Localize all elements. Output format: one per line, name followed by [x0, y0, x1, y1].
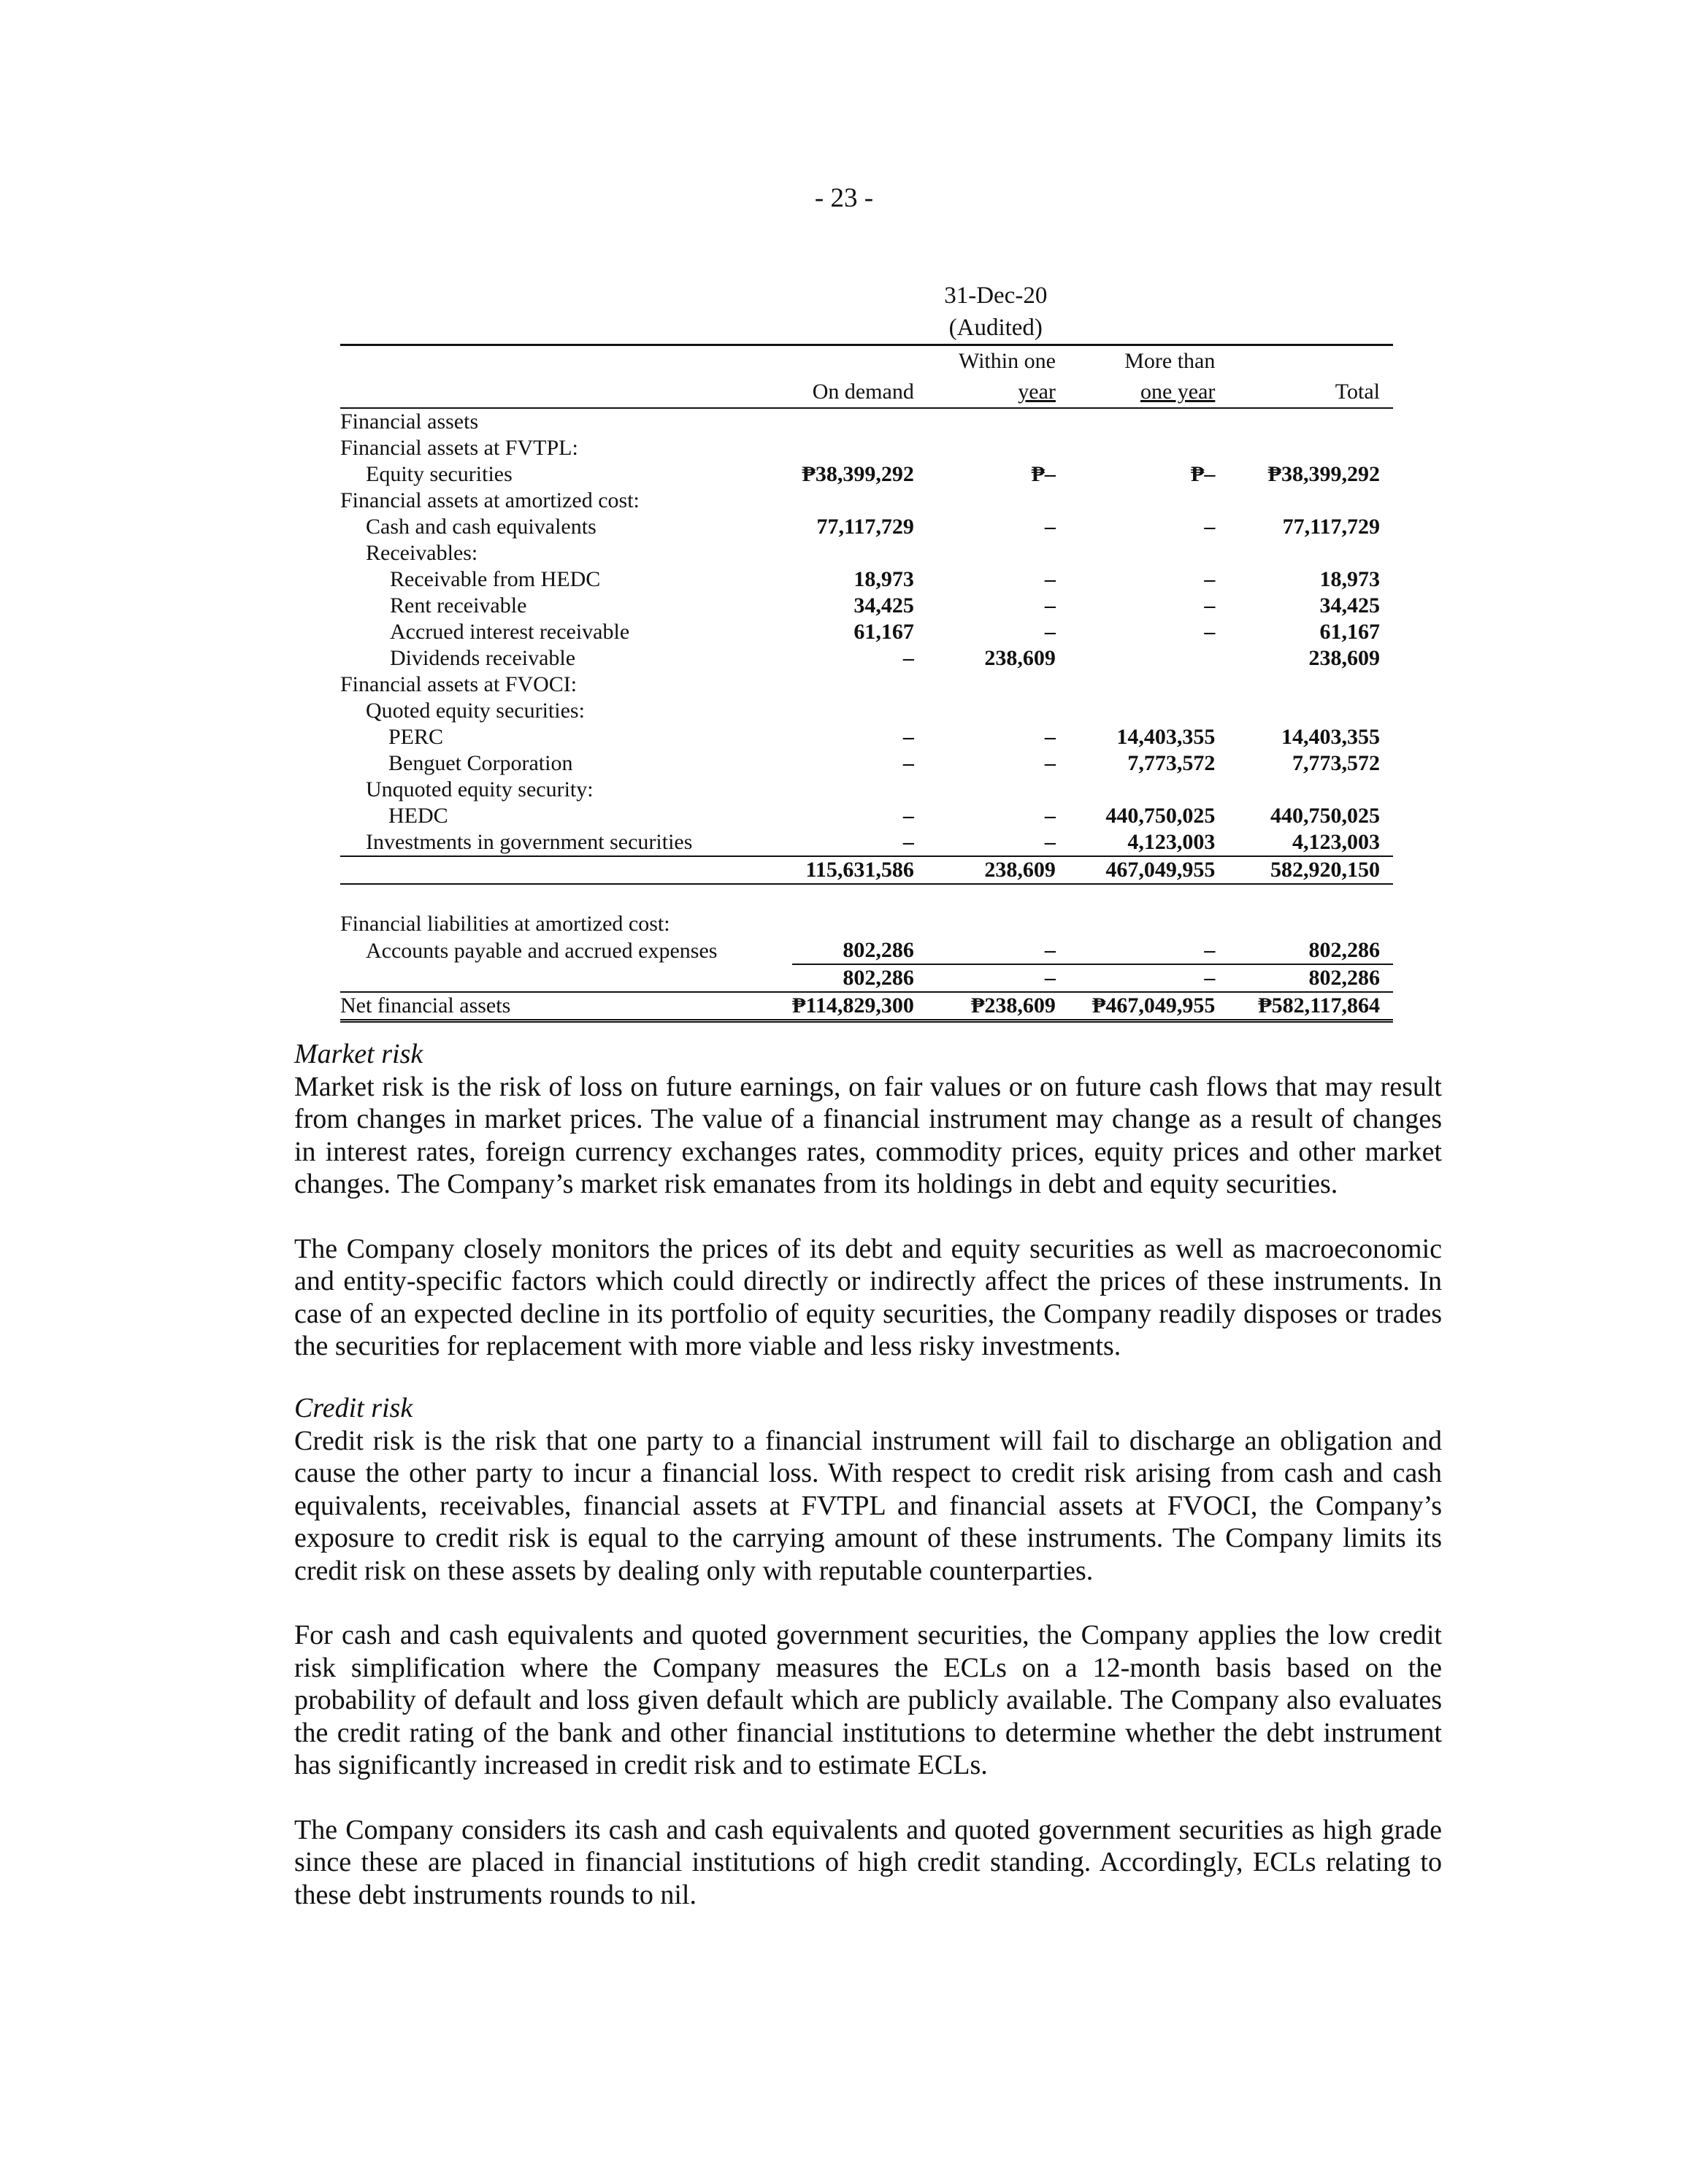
header-more-line2: one year — [1140, 380, 1216, 404]
cell-within: – — [1044, 620, 1056, 644]
cell-within: – — [1044, 938, 1056, 962]
cell-on-demand: 61,167 — [853, 620, 914, 644]
cell-more: – — [1204, 515, 1216, 539]
table-row — [340, 803, 1393, 829]
row-label: Receivable from HEDC — [390, 567, 601, 591]
financial-instruments-table — [340, 280, 1393, 1023]
table-row — [340, 777, 1393, 803]
cell-within: – — [1044, 567, 1056, 591]
table-audited-status: (Audited) — [948, 315, 1043, 341]
cell-on-demand: – — [902, 804, 914, 828]
table-row — [340, 408, 1393, 435]
section-label: Financial assets — [340, 410, 479, 434]
cell-more: 467,049,955 — [1069, 856, 1228, 884]
table-row — [340, 911, 1393, 937]
cell-total: 77,117,729 — [1282, 515, 1380, 539]
row-label: Investments in government securities — [366, 830, 693, 854]
cell-within: 238,609 — [927, 856, 1069, 884]
assets-total-row — [340, 856, 1393, 884]
cell-total: 582,920,150 — [1228, 856, 1393, 884]
cell-within: – — [1044, 593, 1056, 618]
cell-within: – — [1044, 515, 1056, 539]
table-row — [340, 593, 1393, 619]
table-row — [340, 645, 1393, 672]
cell-within: – — [1044, 751, 1056, 775]
cell-total: ₱582,117,864 — [1228, 992, 1393, 1021]
cell-on-demand: – — [902, 830, 914, 854]
page-number: - 23 - — [814, 183, 874, 213]
table-row — [340, 435, 1393, 461]
cell-on-demand: – — [902, 646, 914, 670]
credit-risk-paragraph-2: For cash and cash equivalents and quoted government securities, the Company applies the low credit risk simplification where the Company measures the ECLs on a 12-month basis based on the probability of default and loss given default which are publicly available. The Company also evaluates the credit rating of the bank and other financial institutions to determine whether the debt instrument has significantly increased in credit risk and to estimate ECLs. — [294, 1620, 1442, 1780]
cell-within: ₱238,609 — [927, 992, 1069, 1021]
row-label: PERC — [388, 725, 444, 749]
table-row — [340, 750, 1393, 777]
header-within-line2: year — [1018, 380, 1056, 404]
cell-more: ₱467,049,955 — [1069, 992, 1228, 1021]
row-label: Rent receivable — [390, 593, 527, 618]
cell-total: 440,750,025 — [1270, 804, 1380, 828]
section-label: Financial assets at FVOCI: — [340, 672, 578, 696]
credit-risk-paragraph-3: The Company considers its cash and cash equivalents and quoted government securities as high grade since these are placed in financial institutions of high credit standing. Accordingly, ECLs relating to these debt instruments rounds to nil. — [294, 1814, 1442, 1910]
section-label: Financial assets at amortized cost: — [340, 488, 640, 512]
row-label: HEDC — [388, 804, 448, 828]
header-row-1 — [340, 345, 1393, 377]
cell-total: 7,773,572 — [1292, 751, 1380, 775]
cell-on-demand: 34,425 — [853, 593, 914, 618]
cell-more — [1069, 645, 1228, 672]
cell-more: – — [1204, 620, 1216, 644]
cell-within: – — [1044, 804, 1056, 828]
date-row — [340, 280, 1393, 344]
cell-on-demand: ₱114,829,300 — [792, 992, 927, 1021]
cell-more: – — [1069, 964, 1228, 992]
table-row — [340, 829, 1393, 856]
market-risk-paragraph-2: The Company closely monitors the prices of its debt and equity securities as well as macroeconomic and entity-specific factors which could directly or indirectly affect the prices of these instruments. In case of an expected decline in its portfolio of equity securities, the Company readily disposes or trades the securities for replacement with more viable and less risky investments. — [294, 1233, 1442, 1361]
cell-total: 18,973 — [1319, 567, 1380, 591]
net-financial-assets-row — [340, 992, 1393, 1021]
cell-on-demand: – — [902, 725, 914, 749]
cell-within: – — [1044, 725, 1056, 749]
cell-more: 14,403,355 — [1116, 725, 1216, 749]
table-row — [340, 566, 1393, 593]
section-label: Receivables: — [366, 541, 478, 565]
table-row — [340, 672, 1393, 698]
cell-total: ₱38,399,292 — [1267, 462, 1380, 486]
cell-within: ₱– — [1031, 462, 1056, 486]
cell-total: 61,167 — [1319, 620, 1380, 644]
credit-risk-section — [294, 1392, 1442, 1911]
table-row — [340, 937, 1393, 964]
market-risk-paragraph-1: Market risk is the risk of loss on future earnings, on fair values or on future cash flows that may result from changes in market prices. The value of a financial instrument may change as a result of changes in interest rates, foreign currency exchanges rates, commodity prices, equity prices and other market changes. The Company’s market risk emanates from its holdings in debt and equity securities. — [294, 1071, 1442, 1199]
cell-total: 34,425 — [1319, 593, 1380, 618]
table-row — [340, 619, 1393, 645]
cell-more: 4,123,003 — [1127, 830, 1216, 854]
cell-more: – — [1204, 938, 1216, 962]
market-risk-section — [294, 1038, 1442, 1363]
cell-on-demand: 18,973 — [853, 567, 914, 591]
section-label: Unquoted equity security: — [366, 777, 594, 801]
section-label: Financial assets at FVTPL: — [340, 436, 578, 460]
section-label: Financial liabilities at amortized cost: — [340, 912, 670, 936]
table-row — [340, 488, 1393, 514]
cell-total: 4,123,003 — [1292, 830, 1380, 854]
row-label: Accrued interest receivable — [390, 620, 630, 644]
cell-on-demand: 77,117,729 — [816, 515, 914, 539]
cell-on-demand: ₱38,399,292 — [802, 462, 914, 486]
header-total: Total — [1335, 380, 1380, 404]
credit-risk-paragraph-1: Credit risk is the risk that one party to a financial instrument will fail to discharge an obligation and cause the other party to incur a financial loss. With respect to credit risk arising from cash and cash equivalents, receivables, financial assets at FVTPL and financial assets at FVOCI, the Company’s exposure to credit risk is equal to the carrying amount of these instruments. The Company limits its credit risk on these assets by dealing only with reputable counterparties. — [294, 1425, 1442, 1586]
row-label: Accounts payable and accrued expenses — [366, 938, 718, 963]
liabilities-total-row — [340, 964, 1393, 992]
header-within-line1: Within one — [958, 349, 1056, 373]
table-row — [340, 514, 1393, 540]
row-label: Benguet Corporation — [388, 751, 573, 775]
cell-total: 14,403,355 — [1281, 725, 1380, 749]
cell-on-demand: 115,631,586 — [792, 856, 927, 884]
cell-on-demand: 802,286 — [843, 938, 914, 962]
cell-more: ₱– — [1191, 462, 1216, 486]
market-risk-heading: Market risk — [294, 1039, 423, 1069]
cell-within: – — [1044, 830, 1056, 854]
table-row — [340, 461, 1393, 488]
cell-total: 802,286 — [1228, 964, 1393, 992]
row-label: Cash and cash equivalents — [366, 515, 596, 539]
cell-on-demand: – — [902, 751, 914, 775]
cell-more: 7,773,572 — [1127, 751, 1216, 775]
cell-more: – — [1204, 593, 1216, 618]
header-more-line1: More than — [1124, 349, 1216, 373]
cell-more: 440,750,025 — [1105, 804, 1216, 828]
header-on-demand: On demand — [812, 380, 914, 404]
cell-total: 802,286 — [1308, 938, 1380, 962]
cell-within: – — [927, 964, 1069, 992]
cell-more: – — [1204, 567, 1216, 591]
row-label: Equity securities — [366, 462, 513, 486]
table-date: 31-Dec-20 (Audited) — [944, 282, 1048, 341]
header-row-2 — [340, 377, 1393, 408]
row-label: Dividends receivable — [390, 646, 576, 670]
row-label: Net financial assets — [340, 992, 792, 1021]
cell-on-demand: 802,286 — [792, 964, 927, 992]
cell-within: 238,609 — [984, 646, 1056, 670]
cell-total: 238,609 — [1308, 646, 1380, 670]
credit-risk-heading: Credit risk — [294, 1393, 413, 1423]
table-row — [340, 724, 1393, 750]
table-row — [340, 698, 1393, 724]
section-label: Quoted equity securities: — [366, 699, 585, 723]
table-row — [340, 540, 1393, 566]
